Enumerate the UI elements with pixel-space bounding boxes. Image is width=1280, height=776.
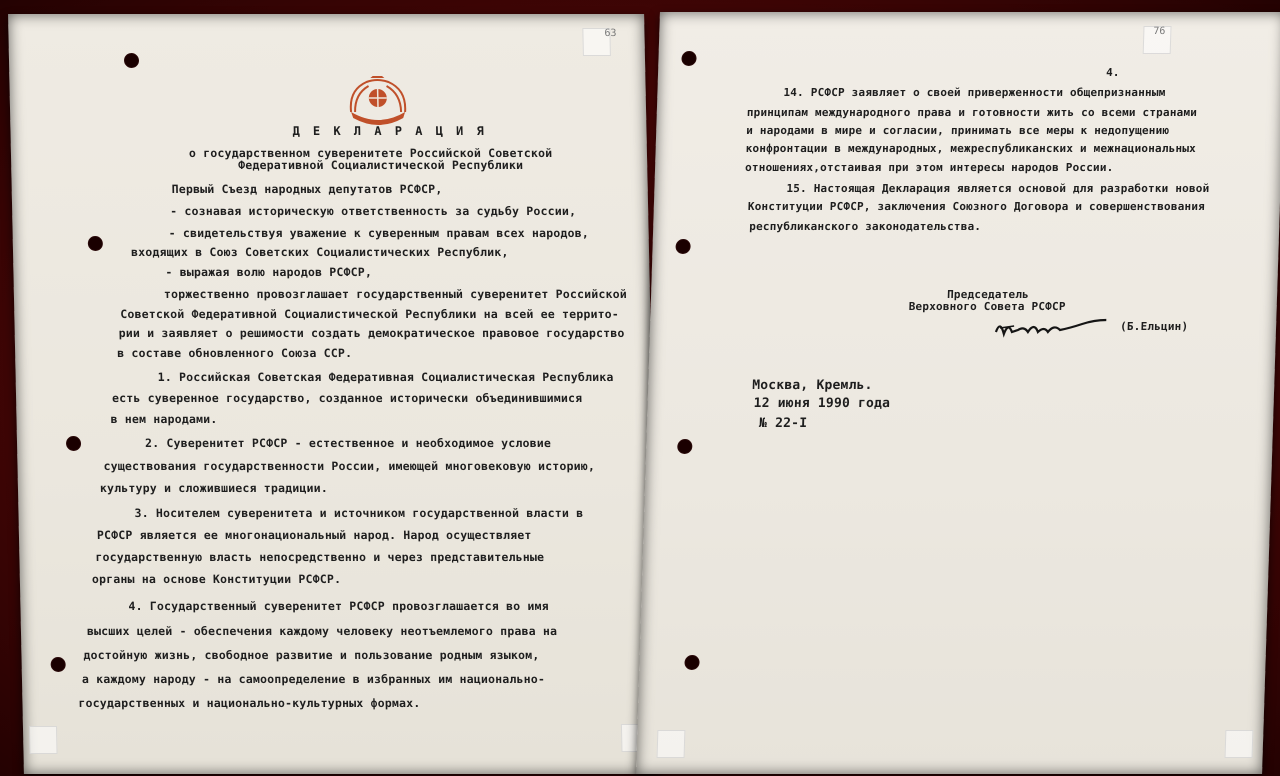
photo-corner — [1225, 730, 1254, 758]
text-line: 14. РСФСР заявляет о своей приверженности общепризнанным — [783, 86, 1166, 99]
photo-corner — [29, 726, 58, 754]
binding-hole — [89, 237, 102, 250]
text-line: в составе обновленного Союза ССР. — [116, 346, 353, 360]
text-line: и народами в мире и согласии, принимать все меры к недопущению — [746, 124, 1170, 137]
text-line: торжественно провозглашает государственный суверенитет Российской — [163, 287, 628, 301]
binding-hole — [52, 658, 65, 671]
binding-hole — [125, 54, 138, 67]
declaration-page-4 — [636, 12, 1280, 774]
chairman-title: Верховного Совета РСФСР — [908, 300, 1066, 313]
binding-hole — [67, 437, 80, 450]
text-line: - выражая волю народов РСФСР, — [165, 265, 373, 279]
text-line: входящих в Союз Советских Социалистических Республик, — [130, 245, 509, 259]
binding-hole — [676, 240, 689, 253]
chairman-title: Председатель — [946, 288, 1030, 301]
text-line: органы на основе Конституции РСФСР. — [91, 572, 342, 586]
text-line: 3. Носителем суверенитета и источником государственной власти в — [134, 506, 584, 520]
text-line: есть суверенное государство, созданное исторически объединившимися — [111, 391, 583, 405]
photo-corner — [657, 730, 686, 758]
text-line: - сознавая историческую ответственность за судьбу России, — [170, 204, 577, 218]
declaration-page-1 — [8, 14, 660, 774]
text-line: отношениях,отстаивая при этом интересы народов России. — [744, 161, 1114, 174]
page-mark: 63 — [604, 28, 617, 39]
text-line: республиканского законодательства. — [749, 220, 982, 233]
text-line: а каждому народу - на самоопределение в избранных им национально- — [81, 672, 546, 686]
text-line: 15. Настоящая Декларация является основой для разработки новой — [786, 182, 1210, 195]
binding-hole — [682, 52, 695, 65]
text-line: государственных и национально-культурных формах. — [78, 696, 421, 710]
text-line: Конституции РСФСР, заключения Союзного Договора и совершенствования — [747, 200, 1206, 213]
text-line: существования государственности России, имеющей многовековую историю, — [103, 459, 596, 473]
text-line: - свидетельствуя уважение к суверенным правам всех народов, — [168, 226, 590, 240]
text-line: конфронтации в международных, межреспубликанских и межнациональных — [745, 142, 1197, 155]
place-of-signing: Москва, Кремль. — [752, 378, 873, 393]
text-line: 4. Государственный суверенитет РСФСР провозглашается во имя — [128, 599, 549, 613]
binding-hole — [678, 440, 691, 453]
document-title: Д Е К Л А Р А Ц И Я — [292, 124, 487, 138]
yeltsin-signature — [989, 312, 1110, 346]
text-line: культуру и сложившиеся традиции. — [99, 481, 329, 495]
signatory-name: (Б.Ельцин) — [1119, 320, 1189, 333]
date-of-signing: 12 июня 1990 года — [753, 396, 891, 411]
text-line: 1. Российская Советская Федеративная Социалистическая Республика — [157, 370, 614, 384]
document-subtitle: о государственном суверенитете Российской Советской — [188, 146, 553, 160]
page-number: 4. — [1105, 66, 1120, 79]
binding-hole — [685, 656, 698, 669]
text-line: принципам международного права и готовности жить со всеми странами — [746, 106, 1198, 119]
text-line: 2. Суверенитет РСФСР - естественное и необходимое условие — [144, 436, 552, 450]
document-subtitle: Федеративной Социалистической Республики — [238, 158, 524, 172]
text-line: в нем народами. — [110, 412, 218, 426]
text-line: достойную жизнь, свободное развитие и пользование родным языком, — [83, 648, 540, 662]
page-mark: 76 — [1153, 26, 1166, 37]
text-line: Первый Съезд народных депутатов РСФСР, — [171, 182, 443, 196]
text-line: РСФСР является ее многонациональный народ. Народ осуществляет — [96, 528, 532, 542]
text-line: государственную власть непосредственно и через представительные — [95, 550, 545, 564]
text-line: высших целей - обеспечения каждому человеку неотъемлемого права на — [86, 624, 558, 638]
text-line: рии и заявляет о решимости создать демократическое правовое государство — [118, 326, 625, 340]
document-number: № 22-I — [758, 416, 808, 431]
text-line: Советской Федеративной Социалистической Республики на всей ее террито- — [120, 307, 620, 321]
